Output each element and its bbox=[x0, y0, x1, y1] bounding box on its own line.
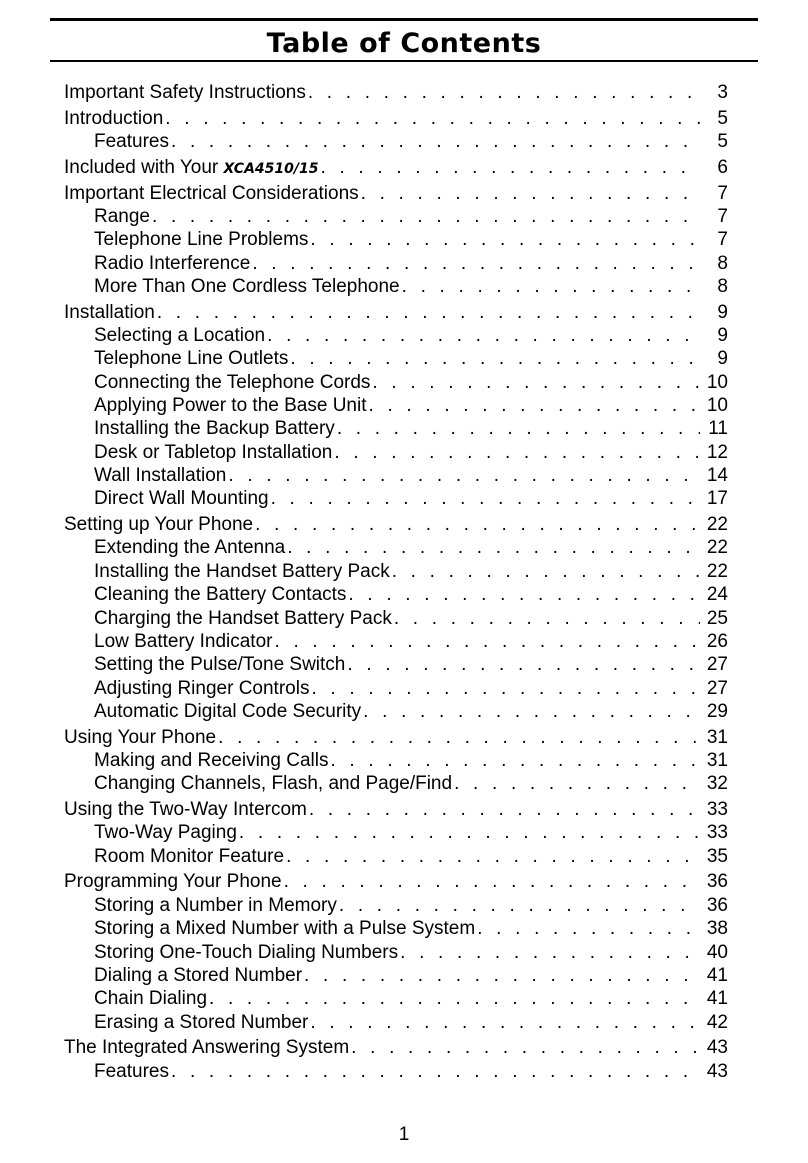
toc-page-number: 3 bbox=[717, 82, 728, 103]
toc-entry-text: Features bbox=[94, 131, 169, 153]
dot-leader bbox=[334, 441, 700, 464]
toc-entry-text: Telephone Line Problems bbox=[94, 229, 309, 251]
toc-subsection-entry[interactable] bbox=[64, 607, 728, 630]
dot-leader bbox=[351, 1036, 700, 1059]
toc-subsection-entry[interactable] bbox=[64, 441, 728, 464]
toc-entry-text: Features bbox=[94, 1060, 169, 1082]
toc-page-number: 9 bbox=[717, 348, 728, 370]
toc-entry-text: Extending the Antenna bbox=[94, 537, 286, 559]
toc-section-entry[interactable] bbox=[64, 726, 728, 749]
dot-leader bbox=[218, 726, 700, 749]
toc-entry-label bbox=[94, 487, 269, 510]
toc-entry-label bbox=[64, 301, 155, 324]
toc-entry-text: Low Battery Indicator bbox=[94, 630, 273, 652]
dot-leader bbox=[287, 536, 700, 559]
model-number: XCA4510/15 bbox=[223, 160, 319, 177]
toc-entry-label bbox=[94, 772, 452, 795]
toc-subsection-entry[interactable] bbox=[64, 653, 728, 676]
toc-entry-text: Dialing a Stored Number bbox=[94, 964, 303, 986]
page-number: 1 bbox=[398, 1124, 410, 1145]
toc-page-number: 5 bbox=[717, 107, 728, 129]
toc-subsection-entry[interactable] bbox=[64, 417, 728, 440]
dot-leader bbox=[477, 917, 700, 940]
toc-page-number: 41 bbox=[706, 964, 728, 986]
toc-entry-text: Included with Your bbox=[64, 156, 224, 178]
dot-leader bbox=[255, 513, 700, 536]
dot-leader bbox=[157, 301, 700, 324]
dot-leader bbox=[311, 677, 700, 700]
toc-entry-text: Important Safety Instructions bbox=[64, 82, 306, 103]
toc-entry-text: Automatic Digital Code Security bbox=[94, 700, 362, 722]
dot-leader bbox=[348, 583, 700, 606]
toc-subsection-entry[interactable] bbox=[64, 487, 728, 510]
toc-entry-label bbox=[94, 941, 398, 964]
dot-leader bbox=[171, 1060, 700, 1083]
toc-page-number: 10 bbox=[706, 371, 728, 393]
dot-leader bbox=[337, 417, 700, 440]
dot-leader bbox=[286, 845, 700, 868]
dot-leader bbox=[228, 464, 700, 487]
toc-entry-text: Telephone Line Outlets bbox=[94, 348, 289, 370]
toc-page-number: 5 bbox=[717, 131, 728, 153]
toc-page-number: 36 bbox=[706, 871, 728, 893]
toc-entry-label bbox=[64, 1036, 349, 1059]
table-of-contents bbox=[64, 81, 728, 1083]
toc-page-number: 9 bbox=[717, 325, 728, 346]
dot-leader bbox=[308, 81, 700, 104]
toc-page-number: 29 bbox=[706, 700, 728, 722]
toc-page-number: 43 bbox=[706, 1037, 728, 1059]
toc-entry-text: Range bbox=[94, 205, 150, 227]
toc-entry-label bbox=[94, 205, 150, 228]
toc-page-number: 36 bbox=[706, 894, 728, 916]
toc-entry-label bbox=[94, 917, 475, 940]
toc-page-number: 17 bbox=[706, 488, 728, 510]
toc-entry-label bbox=[64, 798, 307, 821]
toc-entry-text: Erasing a Stored Number bbox=[94, 1011, 309, 1033]
toc-entry-text: Room Monitor Feature bbox=[94, 845, 285, 867]
dot-leader bbox=[267, 324, 700, 347]
toc-subsection-entry[interactable] bbox=[64, 464, 728, 487]
toc-entry-label bbox=[94, 964, 302, 987]
toc-entry-text: Installing the Handset Battery Pack bbox=[94, 560, 390, 582]
toc-entry-label bbox=[94, 1011, 308, 1034]
toc-page-number: 10 bbox=[706, 395, 728, 417]
toc-section-entry[interactable] bbox=[64, 81, 728, 104]
dot-leader bbox=[454, 772, 700, 795]
toc-entry-label bbox=[94, 324, 265, 347]
toc-subsection-entry[interactable] bbox=[64, 560, 728, 583]
toc-section-entry[interactable] bbox=[64, 182, 728, 205]
toc-entry-text: Making and Receiving Calls bbox=[94, 749, 329, 771]
toc-entry-label bbox=[94, 252, 250, 275]
toc-page-number: 31 bbox=[706, 726, 728, 748]
toc-subsection-entry[interactable] bbox=[64, 700, 728, 723]
toc-page-number: 8 bbox=[717, 252, 728, 274]
toc-entry-label bbox=[94, 677, 309, 700]
toc-entry-text: Setting up Your Phone bbox=[64, 514, 254, 536]
toc-entry-label bbox=[94, 845, 284, 868]
toc-entry-label bbox=[94, 700, 361, 723]
toc-subsection-entry[interactable] bbox=[64, 894, 728, 917]
toc-entry-label bbox=[94, 653, 345, 676]
dot-leader bbox=[152, 205, 700, 228]
toc-subsection-entry[interactable] bbox=[64, 252, 728, 275]
dot-leader bbox=[339, 894, 700, 917]
toc-subsection-entry[interactable] bbox=[64, 324, 728, 347]
toc-entry-label bbox=[94, 464, 226, 487]
toc-entry-text: Installation bbox=[64, 301, 155, 323]
toc-entry-text: Two-Way Paging bbox=[94, 822, 237, 844]
toc-entry-text: Programming Your Phone bbox=[64, 871, 282, 893]
dot-leader bbox=[320, 156, 700, 179]
toc-entry-text: Storing One-Touch Dialing Numbers bbox=[94, 941, 399, 963]
toc-page-number: 6 bbox=[717, 156, 728, 178]
toc-subsection-entry[interactable] bbox=[64, 1060, 728, 1083]
toc-entry-text: Using Your Phone bbox=[64, 726, 217, 748]
toc-entry-text: Installing the Backup Battery bbox=[94, 418, 335, 440]
dot-leader bbox=[252, 252, 700, 275]
toc-page-number: 24 bbox=[706, 584, 728, 606]
dot-leader bbox=[363, 700, 700, 723]
toc-subsection-entry[interactable] bbox=[64, 821, 728, 844]
toc-subsection-entry[interactable] bbox=[64, 536, 728, 559]
dot-leader bbox=[290, 347, 700, 370]
dot-leader bbox=[274, 630, 700, 653]
toc-entry-label bbox=[94, 441, 332, 464]
toc-subsection-entry[interactable] bbox=[64, 964, 728, 987]
toc-subsection-entry[interactable] bbox=[64, 917, 728, 940]
toc-subsection-entry[interactable] bbox=[64, 228, 728, 251]
toc-page-number: 12 bbox=[706, 441, 728, 463]
toc-page-number: 7 bbox=[717, 205, 728, 227]
toc-entry-text: Important Electrical Considerations bbox=[64, 182, 359, 204]
dot-leader bbox=[310, 228, 700, 251]
toc-subsection-entry[interactable] bbox=[64, 749, 728, 772]
toc-entry-text: Selecting a Location bbox=[94, 325, 266, 346]
toc-section-entry[interactable] bbox=[64, 107, 728, 130]
toc-entry-text: Introduction bbox=[64, 107, 164, 129]
toc-entry-text: Desk or Tabletop Installation bbox=[94, 441, 333, 463]
toc-page-number: 27 bbox=[706, 677, 728, 699]
toc-page-number: 22 bbox=[706, 514, 728, 536]
dot-leader bbox=[209, 987, 700, 1010]
toc-entry-text: Radio Interference bbox=[94, 252, 251, 274]
toc-section-entry[interactable] bbox=[64, 156, 728, 179]
toc-entry-text: Connecting the Telephone Cords bbox=[94, 371, 371, 393]
toc-entry-label bbox=[94, 1060, 169, 1083]
toc-page-number: 41 bbox=[706, 988, 728, 1010]
toc-subsection-entry[interactable] bbox=[64, 630, 728, 653]
toc-subsection-entry[interactable] bbox=[64, 1011, 728, 1034]
toc-subsection-entry[interactable] bbox=[64, 275, 728, 298]
toc-entry-label bbox=[64, 182, 359, 205]
toc-subsection-entry[interactable] bbox=[64, 941, 728, 964]
toc-entry-label bbox=[94, 560, 390, 583]
toc-entry-text: More Than One Cordless Telephone bbox=[94, 275, 400, 297]
dot-leader bbox=[372, 371, 700, 394]
toc-entry-label bbox=[94, 417, 335, 440]
toc-entry-label bbox=[94, 821, 237, 844]
dot-leader bbox=[304, 964, 700, 987]
toc-entry-label bbox=[64, 107, 163, 130]
toc-section-entry[interactable] bbox=[64, 870, 728, 893]
title-underline bbox=[50, 60, 758, 62]
toc-entry-text: Using the Two-Way Intercom bbox=[64, 799, 307, 821]
toc-entry-label bbox=[94, 130, 169, 153]
toc-entry-label bbox=[94, 583, 346, 606]
toc-entry-label bbox=[94, 987, 207, 1010]
dot-leader bbox=[330, 749, 700, 772]
toc-page-number: 27 bbox=[706, 654, 728, 676]
toc-section-entry[interactable] bbox=[64, 798, 728, 821]
toc-page-number: 9 bbox=[717, 301, 728, 323]
toc-entry-text: Direct Wall Mounting bbox=[94, 488, 269, 510]
dot-leader bbox=[361, 182, 700, 205]
toc-entry-text: Applying Power to the Base Unit bbox=[94, 395, 367, 417]
top-rule bbox=[50, 18, 758, 21]
toc-entry-label bbox=[64, 513, 253, 536]
toc-page-number: 26 bbox=[706, 630, 728, 652]
toc-entry-label bbox=[94, 630, 272, 653]
toc-entry-text: Chain Dialing bbox=[94, 988, 208, 1010]
toc-subsection-entry[interactable] bbox=[64, 205, 728, 228]
toc-entry-text: Adjusting Ringer Controls bbox=[94, 677, 310, 699]
toc-entry-text: Storing a Mixed Number with a Pulse System bbox=[94, 918, 476, 940]
toc-page-number: 8 bbox=[717, 275, 728, 297]
toc-subsection-entry[interactable] bbox=[64, 130, 728, 153]
toc-entry-label bbox=[94, 607, 392, 630]
dot-leader bbox=[284, 870, 700, 893]
toc-page-number: 22 bbox=[706, 560, 728, 582]
toc-entry-text: Storing a Number in Memory bbox=[94, 894, 337, 916]
dot-leader bbox=[165, 107, 700, 130]
toc-page-number: 11 bbox=[708, 418, 728, 440]
toc-section-entry[interactable] bbox=[64, 513, 728, 536]
toc-entry-label bbox=[94, 536, 285, 559]
dot-leader bbox=[309, 798, 700, 821]
dot-leader bbox=[239, 821, 700, 844]
toc-entry-label bbox=[64, 81, 306, 104]
toc-entry-label bbox=[94, 371, 370, 394]
page-title: Table of Contents bbox=[266, 28, 542, 59]
toc-entry-label bbox=[94, 275, 400, 298]
toc-page-number: 38 bbox=[706, 918, 728, 940]
toc-subsection-entry[interactable] bbox=[64, 845, 728, 868]
toc-subsection-entry[interactable] bbox=[64, 677, 728, 700]
toc-subsection-entry[interactable] bbox=[64, 371, 728, 394]
toc-entry-label bbox=[64, 870, 282, 893]
toc-subsection-entry[interactable] bbox=[64, 347, 728, 370]
toc-page-number: 7 bbox=[717, 182, 728, 204]
toc-entry-label bbox=[64, 726, 216, 749]
toc-entry-label bbox=[94, 394, 367, 417]
toc-entry-label bbox=[94, 347, 288, 370]
toc-page-number: 14 bbox=[706, 465, 728, 487]
toc-entry-text: Wall Installation bbox=[94, 465, 227, 487]
toc-subsection-entry[interactable] bbox=[64, 987, 728, 1010]
dot-leader bbox=[392, 560, 700, 583]
dot-leader bbox=[369, 394, 701, 417]
toc-entry-text: Cleaning the Battery Contacts bbox=[94, 584, 347, 606]
toc-entry-label bbox=[94, 894, 337, 917]
toc-subsection-entry[interactable] bbox=[64, 394, 728, 417]
dot-leader bbox=[394, 607, 700, 630]
dot-leader bbox=[271, 487, 700, 510]
dot-leader bbox=[402, 275, 700, 298]
toc-page-number: 35 bbox=[706, 845, 728, 867]
toc-page-number: 32 bbox=[706, 773, 728, 795]
toc-entry-text: Charging the Handset Battery Pack bbox=[94, 607, 392, 629]
toc-page-number: 31 bbox=[706, 749, 728, 771]
toc-subsection-entry[interactable] bbox=[64, 772, 728, 795]
dot-leader bbox=[400, 941, 700, 964]
toc-page-number: 42 bbox=[706, 1011, 728, 1033]
toc-entry-text: Changing Channels, Flash, and Page/Find bbox=[94, 773, 453, 795]
toc-page-number: 7 bbox=[717, 229, 728, 251]
toc-section-entry[interactable] bbox=[64, 301, 728, 324]
toc-subsection-entry[interactable] bbox=[64, 583, 728, 606]
toc-entry-text: Setting the Pulse/Tone Switch bbox=[94, 654, 346, 676]
toc-page-number: 25 bbox=[706, 607, 728, 629]
dot-leader bbox=[171, 130, 700, 153]
dot-leader bbox=[310, 1011, 700, 1034]
toc-page-number: 40 bbox=[706, 941, 728, 963]
toc-page-number: 33 bbox=[706, 799, 728, 821]
toc-page-number: 33 bbox=[706, 822, 728, 844]
toc-page-number: 43 bbox=[706, 1060, 728, 1082]
toc-entry-label bbox=[64, 156, 318, 181]
toc-page-number: 22 bbox=[706, 537, 728, 559]
toc-entry-label bbox=[94, 228, 308, 251]
toc-entry-text: The Integrated Answering System bbox=[64, 1037, 350, 1059]
dot-leader bbox=[347, 653, 700, 676]
toc-entry-label bbox=[94, 749, 328, 772]
toc-section-entry[interactable] bbox=[64, 1036, 728, 1059]
